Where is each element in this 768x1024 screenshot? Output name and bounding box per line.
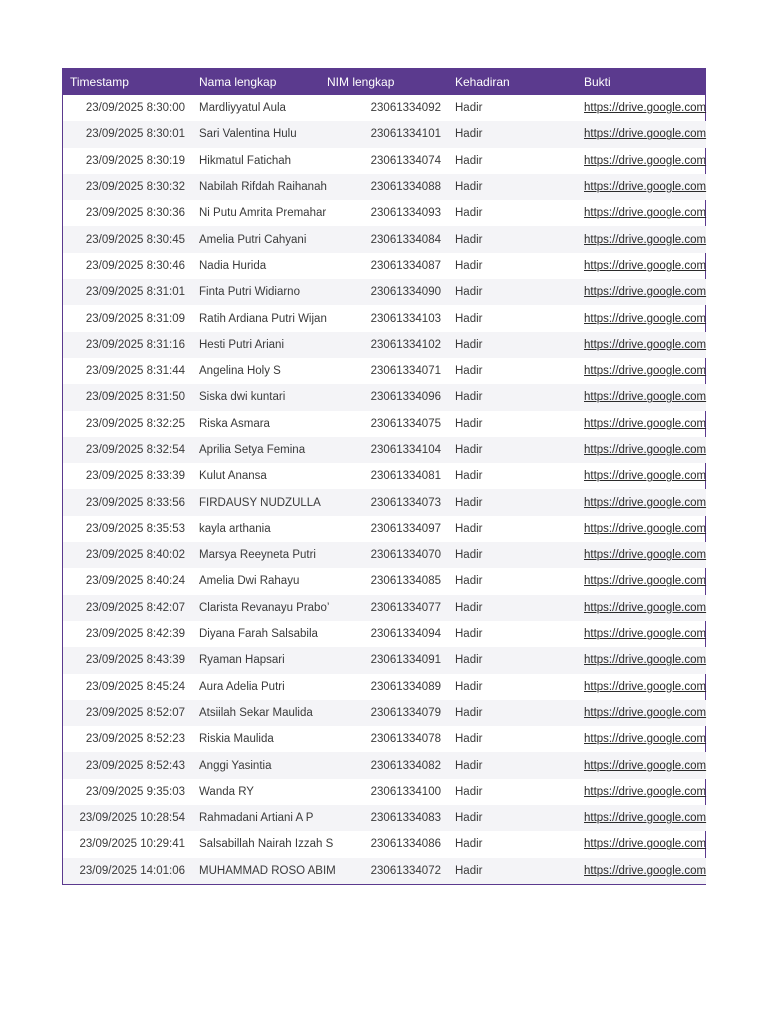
cell-nama: Hikmatul Fatichah: [199, 154, 292, 167]
cell-nama: Nadia Hurida: [199, 259, 267, 272]
cell-bukti-link[interactable]: https://drive.google.com: [584, 286, 707, 299]
cell-bukti-link[interactable]: https://drive.google.com: [584, 575, 707, 588]
cell-kehadiran: Hadir: [455, 128, 483, 141]
table-row[interactable]: [63, 174, 706, 200]
cell-kehadiran: Hadir: [455, 575, 483, 588]
table-row[interactable]: [63, 384, 706, 410]
table-row[interactable]: [63, 568, 706, 594]
cell-bukti-link[interactable]: https://drive.google.com: [584, 233, 707, 246]
cell-timestamp: 23/09/2025 8:52:43: [85, 759, 185, 772]
cell-nim: 23061334074: [370, 154, 441, 167]
cell-kehadiran: Hadir: [455, 680, 483, 693]
cell-kehadiran: Hadir: [455, 207, 483, 220]
table-row[interactable]: [63, 831, 706, 857]
cell-nim: 23061334073: [370, 496, 441, 509]
cell-nama: Mardliyyatul Aula: [199, 102, 286, 115]
table-row[interactable]: [63, 516, 706, 542]
cell-nim: 23061334083: [370, 812, 441, 825]
cell-nama: Aura Adelia Putri: [199, 680, 285, 693]
cell-nama: Ryaman Hapsari: [199, 654, 285, 667]
cell-timestamp: 23/09/2025 8:33:56: [85, 496, 185, 509]
cell-bukti-link[interactable]: https://drive.google.com: [584, 812, 707, 825]
cell-kehadiran: Hadir: [455, 785, 483, 798]
table-row[interactable]: [63, 542, 706, 568]
table-row[interactable]: [63, 121, 706, 147]
table-row[interactable]: [63, 305, 706, 331]
cell-nim: 23061334082: [370, 759, 441, 772]
cell-nim: 23061334103: [370, 312, 441, 325]
cell-bukti-link[interactable]: https://drive.google.com: [584, 207, 707, 220]
cell-nama: Clarista Revanayu Prabo’: [199, 601, 330, 614]
cell-nim: 23061334084: [370, 233, 441, 246]
cell-bukti-link[interactable]: https://drive.google.com: [584, 444, 707, 456]
cell-bukti-link[interactable]: https://drive.google.com: [584, 733, 707, 746]
cell-nama: Riskia Maulida: [199, 733, 274, 746]
cell-timestamp: 23/09/2025 8:43:39: [85, 654, 185, 667]
cell-kehadiran: Hadir: [455, 391, 483, 404]
table-row[interactable]: [63, 595, 706, 621]
cell-nim: 23061334087: [370, 259, 441, 272]
table-row[interactable]: [63, 226, 706, 252]
cell-kehadiran: Hadir: [455, 259, 483, 272]
cell-bukti-link[interactable]: https://drive.google.com: [584, 522, 707, 535]
cell-nim: 23061334086: [370, 838, 441, 851]
cell-bukti-link[interactable]: https://drive.google.com: [584, 838, 707, 851]
cell-nama: Riska Asmara: [199, 417, 270, 430]
cell-kehadiran: Hadir: [455, 706, 483, 719]
cell-nama: Siska dwi kuntari: [199, 391, 286, 404]
cell-nama: Diyana Farah Salsabila: [199, 628, 318, 641]
cell-nama: Atsiilah Sekar Maulida: [199, 706, 313, 719]
cell-nama: kayla arthania: [199, 522, 271, 535]
table-row[interactable]: [63, 332, 706, 358]
cell-bukti-link[interactable]: https://drive.google.com: [584, 706, 707, 719]
cell-nama: Nabilah Rifdah Raihanah: [199, 181, 327, 194]
cell-timestamp: 23/09/2025 8:31:16: [85, 338, 185, 351]
table-row[interactable]: [63, 647, 706, 673]
table-header: [63, 68, 706, 95]
cell-bukti-link[interactable]: https://drive.google.com: [584, 312, 707, 325]
cell-kehadiran: Hadir: [455, 864, 483, 877]
cell-timestamp: 23/09/2025 8:31:50: [85, 391, 185, 404]
table-row[interactable]: [63, 674, 706, 700]
cell-nim: 23061334092: [370, 102, 441, 115]
column-header-timestamp[interactable]: Timestamp: [70, 74, 129, 89]
cell-nim: 23061334071: [370, 365, 441, 378]
cell-nama: Salsabillah Nairah Izzah S: [199, 838, 334, 851]
cell-bukti-link[interactable]: https://drive.google.com: [584, 470, 707, 483]
cell-bukti-link[interactable]: https://drive.google.com: [584, 496, 707, 509]
cell-bukti-link[interactable]: https://drive.google.com: [584, 785, 707, 798]
table-row[interactable]: [63, 752, 706, 778]
cell-nama: Finta Putri Widiarno: [199, 286, 300, 299]
cell-bukti-link[interactable]: https://drive.google.com: [584, 680, 707, 693]
cell-nim: 23061334101: [370, 128, 441, 141]
cell-kehadiran: Hadir: [455, 628, 483, 641]
cell-nim: 23061334081: [370, 470, 441, 483]
cell-nama: Wanda RY: [199, 785, 254, 798]
cell-timestamp: 23/09/2025 8:30:19: [85, 154, 185, 167]
cell-kehadiran: Hadir: [455, 601, 483, 614]
cell-nama: Ni Putu Amrita Premahar: [199, 207, 327, 220]
cell-kehadiran: Hadir: [455, 549, 483, 562]
cell-kehadiran: Hadir: [455, 181, 483, 194]
cell-timestamp: 23/09/2025 8:45:24: [85, 680, 185, 693]
cell-timestamp: 23/09/2025 8:52:07: [85, 706, 185, 719]
table-row[interactable]: [63, 411, 706, 437]
table-body: [63, 95, 706, 884]
table-row[interactable]: [63, 805, 706, 831]
cell-timestamp: 23/09/2025 8:33:39: [85, 470, 185, 483]
cell-kehadiran: Hadir: [455, 102, 483, 115]
cell-timestamp: 23/09/2025 8:30:36: [85, 207, 185, 220]
cell-bukti-link[interactable]: https://drive.google.com: [584, 864, 707, 877]
cell-timestamp: 23/09/2025 8:31:01: [85, 286, 185, 299]
cell-nama: Amelia Putri Cahyani: [199, 233, 307, 246]
cell-bukti-link[interactable]: https://drive.google.com: [584, 628, 707, 641]
cell-nama: Sari Valentina Hulu: [199, 128, 297, 141]
cell-bukti-link[interactable]: https://drive.google.com: [584, 338, 707, 351]
cell-nama: MUHAMMAD ROSO ABIM: [199, 864, 336, 877]
cell-timestamp: 23/09/2025 8:32:25: [85, 417, 185, 430]
cell-nama: Anggi Yasintia: [199, 759, 272, 772]
cell-kehadiran: Hadir: [455, 417, 483, 430]
cell-kehadiran: Hadir: [455, 733, 483, 746]
column-header-bukti[interactable]: Bukti: [584, 74, 611, 89]
cell-nama: Rahmadani Artiani A P: [199, 812, 314, 825]
cell-bukti-link[interactable]: https://drive.google.com: [584, 654, 707, 667]
cell-nim: 23061334094: [370, 628, 441, 641]
cell-nim: 23061334070: [370, 549, 441, 562]
cell-nim: 23061334104: [370, 444, 441, 456]
cell-kehadiran: Hadir: [455, 154, 483, 167]
cell-nama: Kulut Anansa: [199, 470, 267, 483]
cell-nama: FIRDAUSY NUDZULLA: [199, 496, 321, 509]
cell-bukti-link[interactable]: https://drive.google.com: [584, 128, 707, 141]
cell-timestamp: 23/09/2025 8:35:53: [85, 522, 185, 535]
table-row[interactable]: [63, 858, 706, 884]
cell-nim: 23061334088: [370, 181, 441, 194]
cell-timestamp: 23/09/2025 10:29:41: [79, 838, 185, 851]
cell-timestamp: 23/09/2025 8:31:44: [85, 365, 185, 378]
cell-bukti-link[interactable]: https://drive.google.com: [584, 601, 707, 614]
cell-nim: 23061334072: [370, 864, 441, 877]
cell-bukti-link[interactable]: https://drive.google.com: [584, 365, 707, 378]
cell-kehadiran: Hadir: [455, 286, 483, 299]
cell-timestamp: 23/09/2025 8:30:46: [85, 259, 185, 272]
table-row[interactable]: [63, 621, 706, 647]
cell-nama: Hesti Putri Ariani: [199, 338, 285, 351]
cell-timestamp: 23/09/2025 9:35:03: [85, 785, 185, 798]
cell-kehadiran: Hadir: [455, 654, 483, 667]
cell-kehadiran: Hadir: [455, 338, 483, 351]
cell-timestamp: 23/09/2025 8:42:39: [85, 628, 185, 641]
cell-nama: Amelia Dwi Rahayu: [199, 575, 300, 588]
cell-timestamp: 23/09/2025 8:40:02: [85, 549, 185, 562]
table-row[interactable]: [63, 463, 706, 489]
table-row[interactable]: [63, 279, 706, 305]
cell-timestamp: 23/09/2025 8:32:54: [85, 444, 185, 456]
attendance-table-container: [62, 68, 706, 885]
cell-nim: 23061334102: [370, 338, 441, 351]
table-row[interactable]: [63, 779, 706, 805]
table-row[interactable]: [63, 489, 706, 515]
cell-nim: 23061334093: [370, 207, 441, 220]
cell-nama: Angelina Holy S: [199, 365, 281, 378]
table-row[interactable]: [63, 726, 706, 752]
cell-nim: 23061334090: [370, 286, 441, 299]
cell-nim: 23061334091: [370, 654, 441, 667]
cell-nim: 23061334075: [370, 417, 441, 430]
cell-bukti-link[interactable]: https://drive.google.com: [584, 759, 707, 772]
cell-nim: 23061334089: [370, 680, 441, 693]
cell-bukti-link[interactable]: https://drive.google.com: [584, 417, 707, 430]
cell-nim: 23061334097: [370, 522, 441, 535]
cell-bukti-link[interactable]: https://drive.google.com: [584, 102, 707, 115]
cell-bukti-link[interactable]: https://drive.google.com: [584, 181, 707, 194]
column-header-kehadiran[interactable]: Kehadiran: [455, 74, 510, 89]
table-row[interactable]: [63, 253, 706, 279]
cell-timestamp: 23/09/2025 8:42:07: [85, 601, 185, 614]
cell-bukti-link[interactable]: https://drive.google.com: [584, 154, 707, 167]
cell-kehadiran: Hadir: [455, 522, 483, 535]
cell-nim: 23061334100: [370, 785, 441, 798]
cell-timestamp: 23/09/2025 8:52:23: [85, 733, 185, 746]
header-row: [63, 68, 706, 95]
cell-nim: 23061334078: [370, 733, 441, 746]
cell-timestamp: 23/09/2025 10:28:54: [79, 812, 185, 825]
cell-nama: Aprilia Setya Femina: [199, 444, 306, 456]
column-header-nim[interactable]: NIM lengkap: [327, 74, 395, 89]
cell-kehadiran: Hadir: [455, 365, 483, 378]
table-row[interactable]: [63, 358, 706, 384]
cell-timestamp: 23/09/2025 8:30:45: [85, 233, 185, 246]
cell-kehadiran: Hadir: [455, 812, 483, 825]
attendance-table: [63, 68, 706, 884]
cell-bukti-link[interactable]: https://drive.google.com: [584, 391, 707, 404]
cell-bukti-link[interactable]: https://drive.google.com: [584, 549, 707, 562]
table-row[interactable]: [63, 200, 706, 226]
cell-kehadiran: Hadir: [455, 233, 483, 246]
cell-timestamp: 23/09/2025 8:30:00: [85, 102, 185, 115]
table-row[interactable]: [63, 95, 706, 121]
cell-timestamp: 23/09/2025 8:30:32: [85, 181, 185, 194]
cell-timestamp: 23/09/2025 8:40:24: [85, 575, 185, 588]
column-header-nama[interactable]: Nama lengkap: [199, 74, 277, 89]
table-row[interactable]: [63, 700, 706, 726]
cell-nim: 23061334077: [370, 601, 441, 614]
cell-kehadiran: Hadir: [455, 470, 483, 483]
cell-kehadiran: Hadir: [455, 838, 483, 851]
cell-nim: 23061334085: [370, 575, 441, 588]
cell-kehadiran: Hadir: [455, 444, 483, 456]
cell-kehadiran: Hadir: [455, 759, 483, 772]
cell-kehadiran: Hadir: [455, 496, 483, 509]
cell-bukti-link[interactable]: https://drive.google.com: [584, 259, 707, 272]
cell-nim: 23061334079: [370, 706, 441, 719]
cell-nama: Marsya Reeyneta Putri: [199, 549, 316, 562]
cell-timestamp: 23/09/2025 8:30:01: [85, 128, 185, 141]
cell-timestamp: 23/09/2025 14:01:06: [79, 864, 185, 877]
table-row[interactable]: [63, 148, 706, 174]
cell-timestamp: 23/09/2025 8:31:09: [85, 312, 185, 325]
cell-nim: 23061334096: [370, 391, 441, 404]
table-row[interactable]: [63, 437, 706, 463]
cell-nama: Ratih Ardiana Putri Wijan: [199, 312, 327, 325]
cell-kehadiran: Hadir: [455, 312, 483, 325]
